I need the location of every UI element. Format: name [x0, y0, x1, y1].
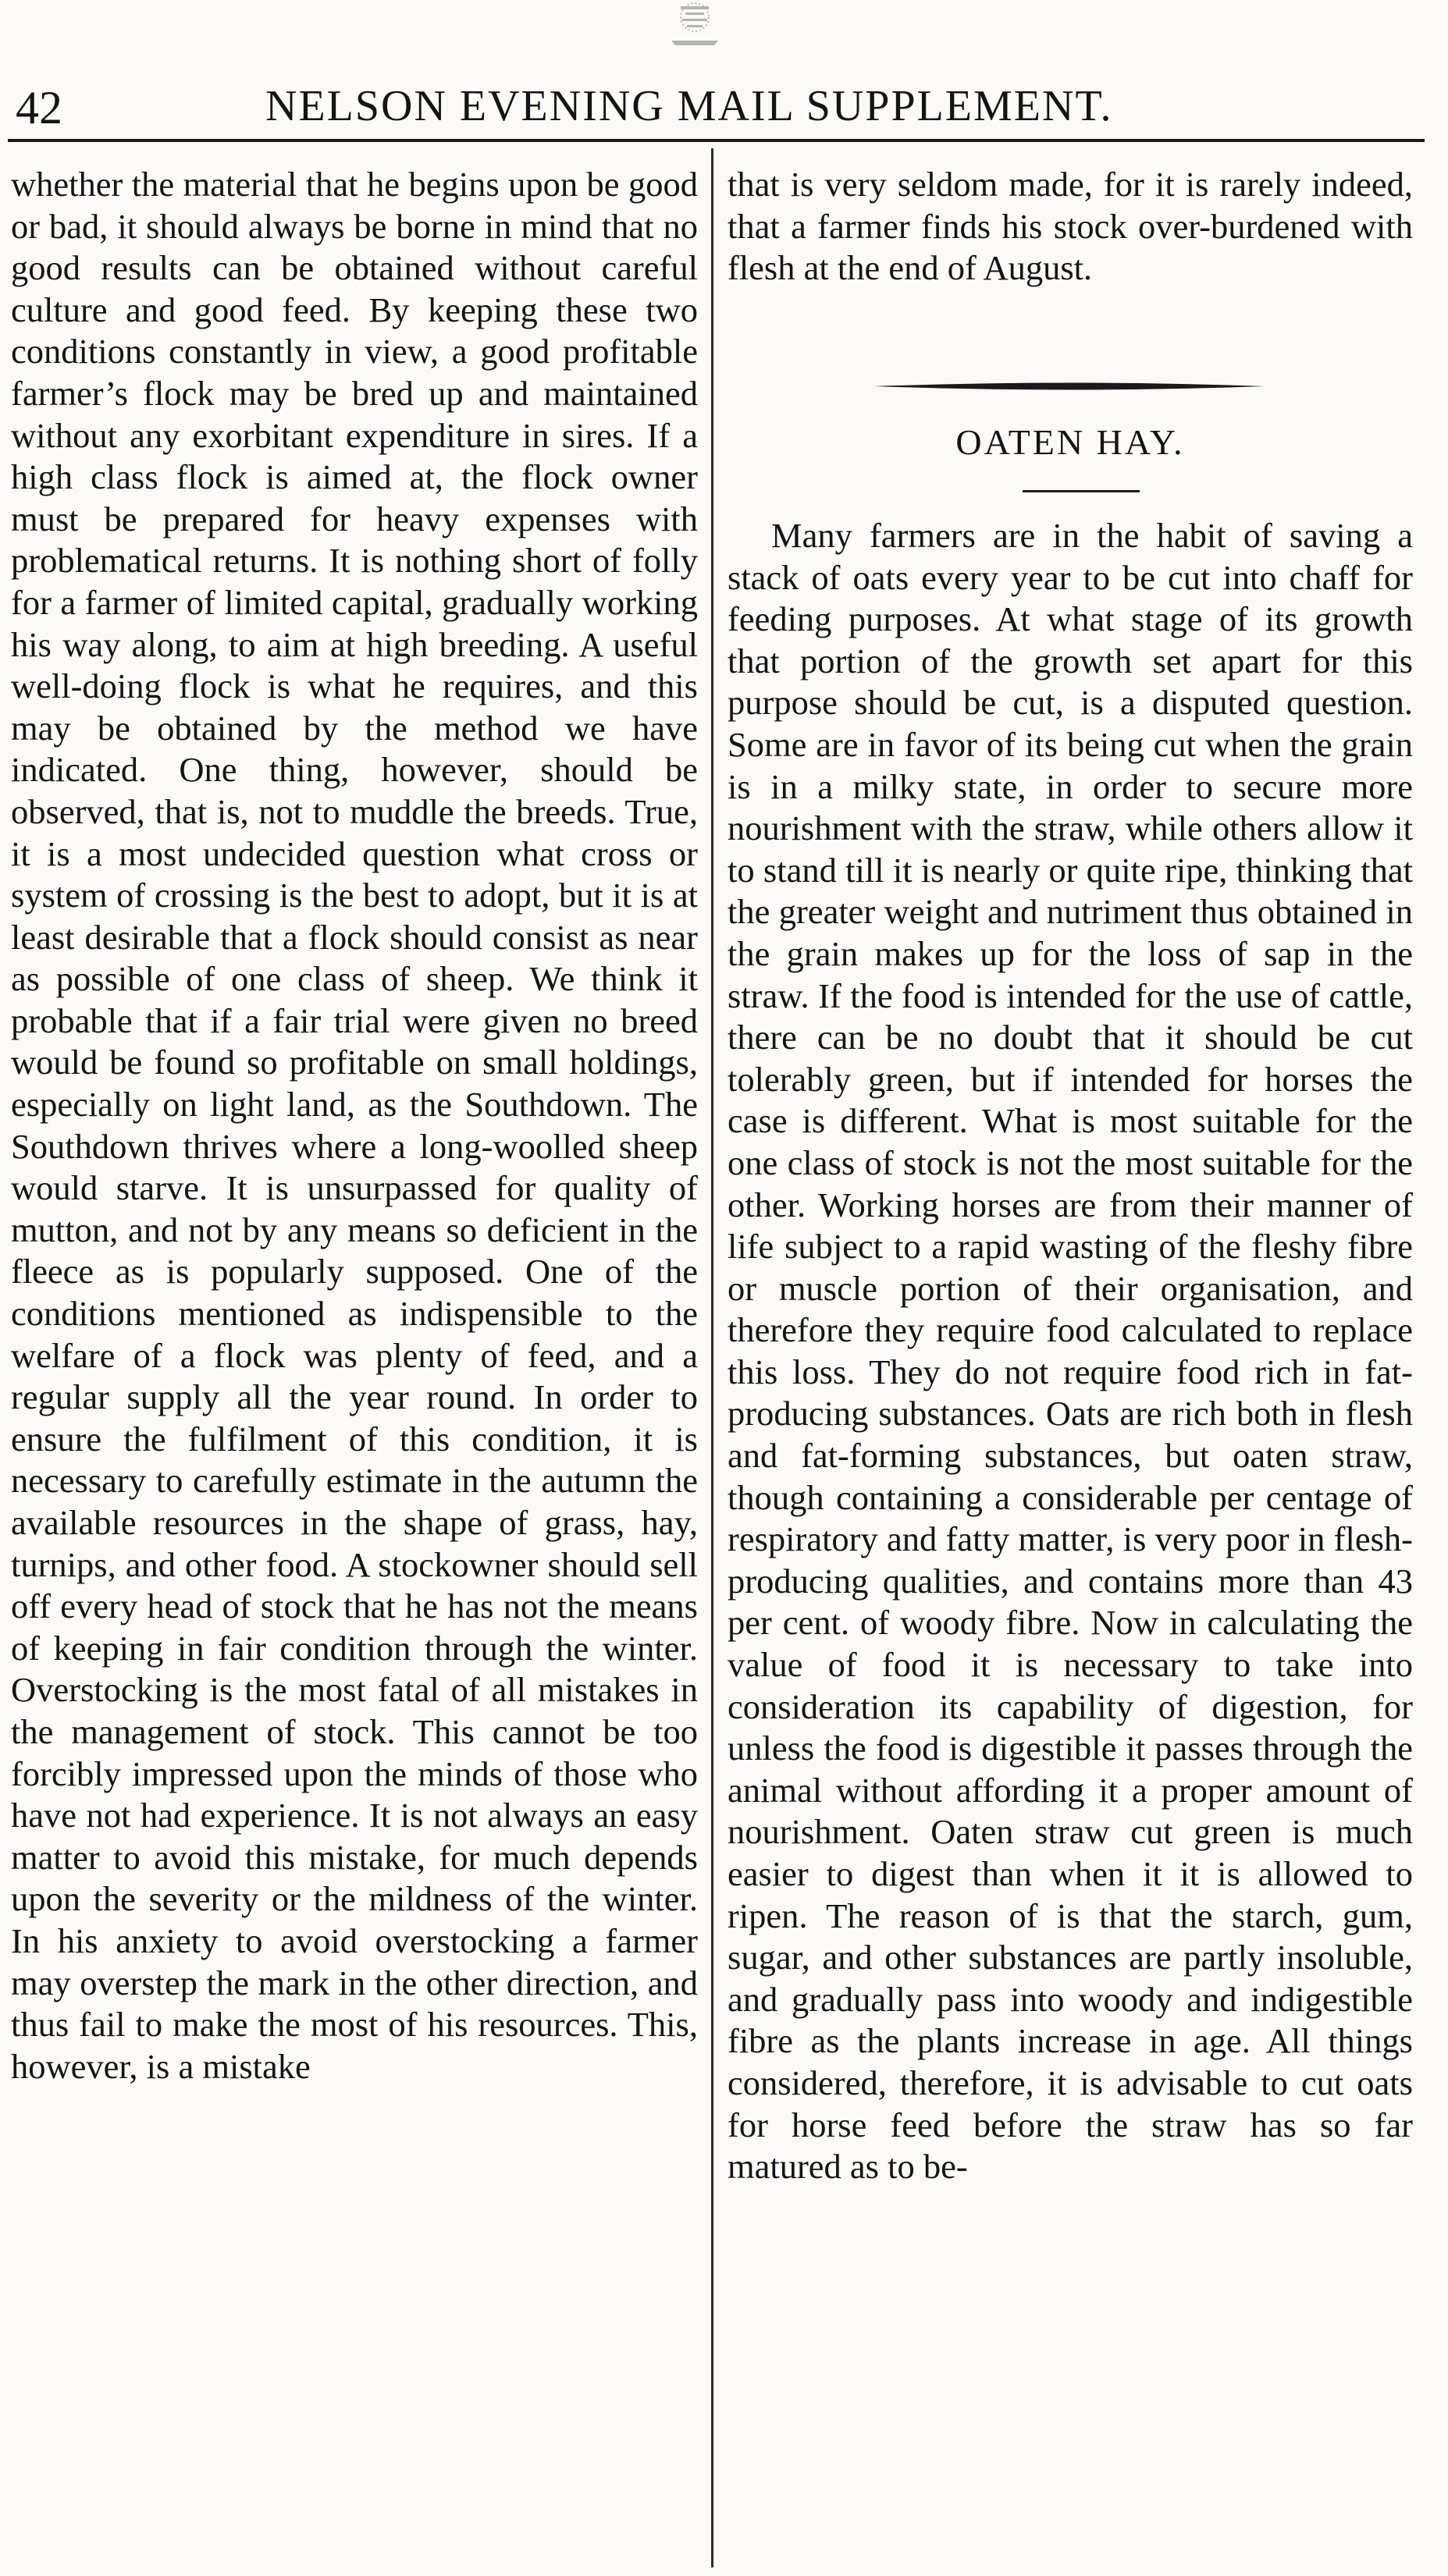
page-header: [16, 78, 1421, 140]
masthead-title: NELSON EVENING MAIL SUPPLEMENT.: [265, 82, 1113, 130]
page-number: 42: [16, 82, 62, 133]
article-paragraph: Many farmers are in the habit of saving a stack of oats every year to be cut into chaff for feeding purposes. At what stage of its growth that portion of the growth set apart for this purpose should be cut, is a disputed question. Some are in favor of its being cut when the grain is in a milky state, in order to secure more nourishment with the straw, while others allow it to stand till it is nearly or quite ripe, thinking that the greater weight and nutriment thus obtained in the grain makes up for the loss of sap in the straw. If the food is intended for the use of cattle, there can be no doubt that it should be cut tolerably green, but if intended for horses the case is different. What is most suitable for the one class of stock is not the most suitable for the other. Working horses are from their manner of life subject to a rapid wasting of the fleshy fibre or muscle portion of their organisation, and therefore they require food calculated to replace this loss. They do not require food rich in fat-producing substances. Oats are rich both in flesh and fat-forming substances, but oaten straw, though containing a considerable per centage of respiratory and fatty matter, is very poor in flesh-producing qualities, and contains more than 43 per cent. of woody fibre. Now in calculating the value of food it is necessary to take into consideration its capability of digestion, for unless the food is digestible it passes through the animal without affording it a proper amount of nourishment. Oaten straw cut green is much easier to digest than when it it is allowed to ripen. The reason of is that the starch, gum, sugar, and other substances are partly insoluble, and gradually pass into woody and indigestible fibre as the plants increase in age. All things considered, therefore, it is advisable to cut oats for horse feed before the straw has so far matured as to be-: [728, 516, 1413, 2187]
masthead-seal-icon: [640, 0, 749, 47]
left-column: [11, 164, 698, 2087]
right-column-continuation: [728, 164, 1413, 290]
column-divider: [711, 148, 713, 2567]
right-column-article: [728, 515, 1413, 2188]
heading-rule: [1023, 490, 1140, 492]
article-heading: OATEN HAY.: [955, 422, 1185, 462]
left-column-paragraph: whether the material that he begins upon be good or bad, it should always be borne in mind that no good results can be obtained without careful culture and good feed. By keeping these two conditions constantly in view, a good profitable farmer’s flock may be bred up and maintained without any exorbitant expenditure in sires. If a high class flock is aimed at, the flock owner must be prepared for heavy expenses with problematical returns. It is nothing short of folly for a farmer of limited capital, gradually working his way along, to aim at high breeding. A useful well-doing flock is what he requires, and this may be obtained by the method we have indicated. One thing, however, should be observed, that is, not to muddle the breeds. True, it is a most undecided question what cross or system of crossing is the best to adopt, but it is at least desirable that a flock should consist as near as possible of one class of sheep. We think it probable that if a fair trial were given no breed would be found so profitable on small holdings, especially on light land, as the Southdown. The Southdown thrives where a long-woolled sheep would starve. It is unsurpassed for quality of mutton, and not by any means so deficient in the fleece as is popularly supposed. One of the conditions mentioned as indispensible to the welfare of a flock was plenty of feed, and a regular supply all the year round. In order to ensure the fulfilment of this condition, it is necessary to carefully estimate in the autumn the available resources in the shape of grass, hay, turnips, and other food. A stockowner should sell off every head of stock that he has not the means of keeping in fair condition through the winter. Overstocking is the most fatal of all mistakes in the management of stock. This cannot be too forcibly impressed upon the minds of those who have not had experience. It is not always an easy matter to avoid this mistake, for much depends upon the severity or the mildness of the winter. In his anxiety to avoid overstocking a farmer may overstep the mark in the other direction, and thus fail to make the most of his resources. This, however, is a mistake: [11, 165, 698, 2086]
section-divider-ornament: [874, 381, 1265, 392]
header-rule: [8, 139, 1425, 142]
continuation-paragraph: that is very seldom made, for it is rarely indeed, that a farmer finds his stock over-burdened with flesh at the end of August.: [728, 165, 1413, 288]
